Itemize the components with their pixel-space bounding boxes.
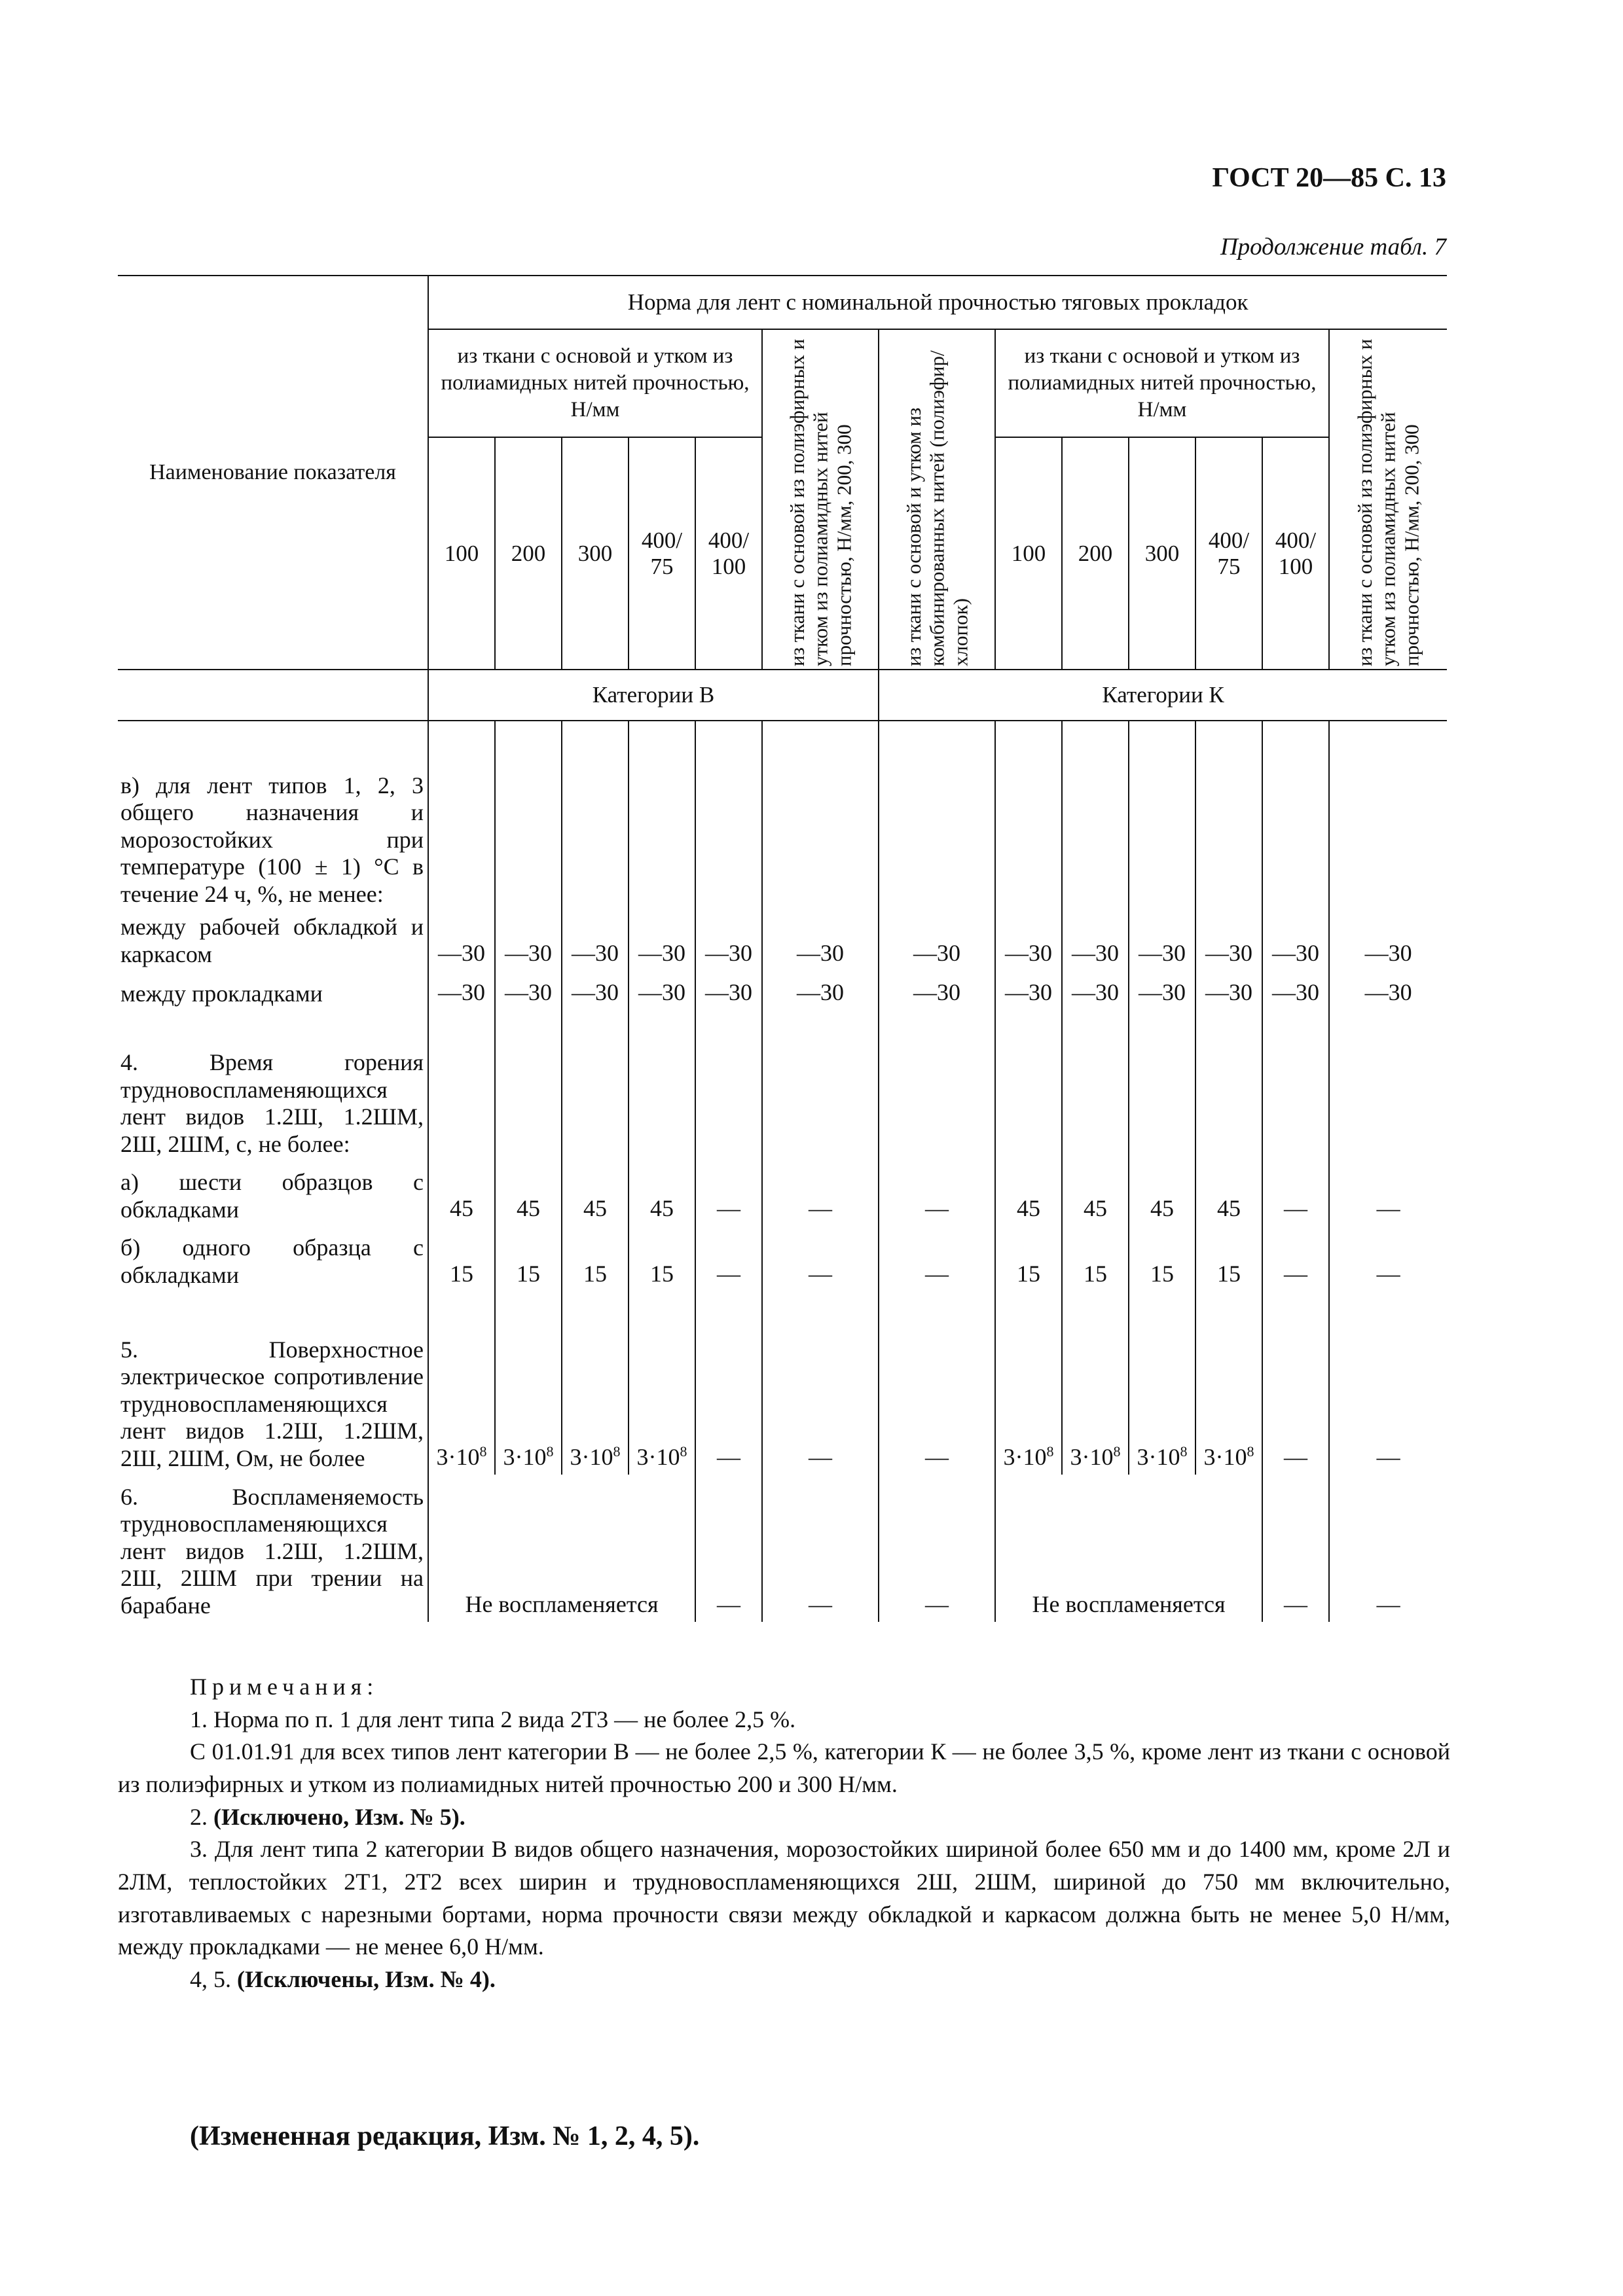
note-1b: С 01.01.91 для всех типов лент категории В — не более 2,5 %, категории К — не более 3,5 %, кроме лент из ткани с основой из полиэфирных и утком из полиамидных нитей прочностью 200 и 300 Н/мм. <box>118 1738 1450 1798</box>
strength-header: 400/ 75 <box>1195 437 1262 670</box>
table-row: 4. Время горения трудновоспламеняющихся лент видов 1.2Ш, 1.2ШМ, 2Ш, 2ШМ, с, не более: <box>118 1010 1447 1160</box>
strength-header: 100 <box>995 437 1062 670</box>
polyester-column-header-b: из ткани с основой из полиэфирных и утком из полиамидных нитей прочностью, Н/мм, 200, 300 <box>762 329 879 670</box>
strength-header: 100 <box>428 437 495 670</box>
table-row: 6. Воспламеняемость трудновоспламеняющихся лент видов 1.2Ш, 1.2ШМ, 2Ш, 2ШМ при трении на барабане Не воспламеняется — — — Не воспламеняется — — <box>118 1475 1447 1622</box>
revision-note: (Измененная редакция, Изм. № 1, 2, 4, 5). <box>190 2121 700 2151</box>
strength-header: 400/ 75 <box>629 437 695 670</box>
strength-header: 400/ 100 <box>695 437 762 670</box>
strength-header: 200 <box>495 437 562 670</box>
polyamide-group-header-b: из ткани с основой и утком из полиамидных нитей прочностью, Н/мм <box>428 329 762 437</box>
category-k-header: Категории К <box>879 670 1447 721</box>
note-3: 3. Для лент типа 2 категории В видов общего назначения, морозостойких шириной более 650 мм и до 1400 мм, кроме 2Л и 2ЛМ, теплостойких 2Т1, 2Т2 всех ширин и трудновоспламеняющихся 2Ш, 2ШМ, шириной до 750 мм включительно, изготавливаемых с нарезными бортами, норма прочности связи между обкладкой и каркасом должна быть не менее 5,0 Н/мм, между прокладками — не менее 6,0 Н/мм. <box>118 1836 1450 1960</box>
table-row: а) шести образцов с обкладками 45 45 45 45 — — — 45 45 45 45 — — <box>118 1160 1447 1226</box>
strength-header: 300 <box>1129 437 1195 670</box>
table-row: б) одного образца с обкладками 15 15 15 15 — — — 15 15 15 15 — — <box>118 1226 1447 1291</box>
notes-title: Примечания: <box>190 1674 379 1700</box>
combined-column-header: из ткани с основой и утком из комбинированных нитей (полиэфир/хлопок) <box>879 329 995 670</box>
table-row: между прокладками —30 —30 —30 —30 —30 —30 —30 —30 —30 —30 —30 —30 —30 <box>118 971 1447 1010</box>
norm-header: Норма для лент с номинальной прочностью тяговых прокладок <box>428 276 1447 329</box>
indicator-column-header: Наименование показателя <box>118 276 428 670</box>
table-row: 5. Поверхностное электрическое сопротивление трудновоспламеняющихся лент видов 1.2Ш, 1.2ШМ, 2Ш, 2ШМ, Ом, не более $3\cdot 10^8$ $3\cdot 10^8$ $3\cdot 10^8$ $3\cdot 10^8$ — — — $3\cdot 10^8$ $3\cdot 10^8$ $3\cdot 10^8$ $3\cdot 10^8$ — — <box>118 1291 1447 1475</box>
page-reference: ГОСТ 20—85 С. 13 <box>1212 163 1446 193</box>
strength-header: 400/ 100 <box>1262 437 1329 670</box>
polyamide-group-header-k: из ткани с основой и утком из полиамидных нитей прочностью, Н/мм <box>995 329 1329 437</box>
table-body <box>118 721 1447 1622</box>
strength-header: 200 <box>1062 437 1129 670</box>
note-2: 2. (Исключено, Изм. № 5). <box>190 1803 465 1830</box>
note-4-5: 4, 5. (Исключены, Изм. № 4). <box>190 1966 496 1993</box>
note-1: 1. Норма по п. 1 для лент типа 2 вида 2Т3 — не более 2,5 %. <box>190 1706 796 1732</box>
table-continuation-label: Продолжение табл. 7 <box>1220 234 1446 260</box>
polyester-column-header-k: из ткани с основой из полиэфирных и утком из полиамидных нитей прочностью, Н/мм, 200, 300 <box>1329 329 1447 670</box>
notes-section <box>118 1671 1450 1996</box>
standards-table <box>118 275 1447 1622</box>
strength-header: 300 <box>562 437 629 670</box>
category-b-header: Категории В <box>428 670 879 721</box>
table-row: между рабочей обкладкой и каркасом —30 —30 —30 —30 —30 —30 —30 —30 —30 —30 —30 —30 —30 <box>118 910 1447 971</box>
table-row: в) для лент типов 1, 2, 3 общего назначения и морозостойких при температуре (100 ± 1) °С в течение 24 ч, %, не менее: <box>118 721 1447 910</box>
